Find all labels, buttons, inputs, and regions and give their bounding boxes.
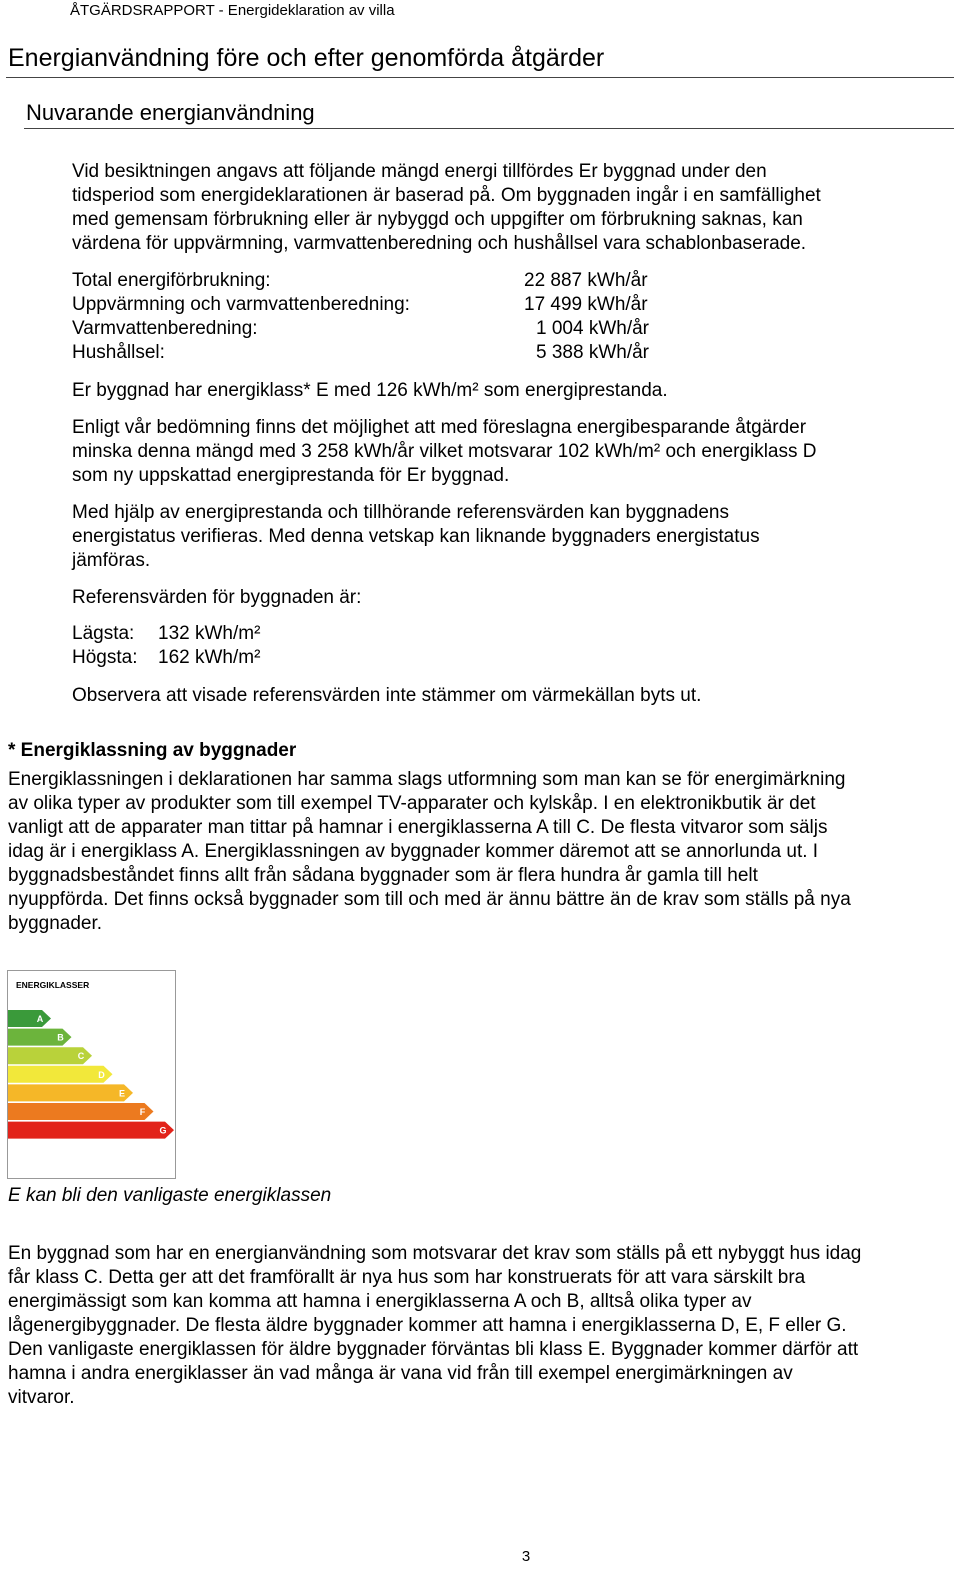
classification-line: idag är i energiklass A. Energiklassningen av byggnader kommer däremot att se annorlunda ut. I	[8, 841, 819, 862]
subsection-title: Nuvarande energianvändning	[26, 100, 315, 125]
energy-class-statement	[72, 379, 942, 403]
legend-caption-text: E kan bli den vanligaste energiklassen	[8, 1185, 332, 1206]
consumption-value: 1 004 kWh/år	[536, 318, 649, 339]
reference-value: 132 kWh/m²	[158, 623, 261, 644]
legend-title: ENERGIKLASSER	[16, 980, 90, 990]
energy-class-letter: D	[98, 1069, 105, 1080]
energy-class-bar-g	[8, 1122, 174, 1139]
energy-class-letter: C	[77, 1051, 85, 1062]
classification-line: byggnader.	[8, 913, 103, 934]
reference-note-line: Observera att visade referensvärden inte stämmer om värmekällan byts ut.	[72, 685, 702, 706]
consumption-label: Hushållsel:	[72, 342, 165, 363]
intro-line: värdena för uppvärmning, varmvattenberedning och hushållsel vara schablonbaserade.	[72, 233, 807, 254]
consumption-value: 17 499 kWh/år	[524, 294, 648, 315]
page-number: 3	[521, 1548, 531, 1565]
classification-line: byggnadsbeståndet finns allt från sådana byggnader som är flera hundra år gamla till helt	[8, 865, 758, 886]
energy-class-letter: A	[36, 1014, 44, 1024]
verification-line: Med hjälp av energiprestanda och tillhörande referensvärden kan byggnadens	[72, 502, 729, 523]
assessment-paragraph	[72, 416, 942, 488]
intro-line: Vid besiktningen angavs att följande mängd energi tillfördes Er byggnad under den	[72, 161, 767, 182]
classification-line: Energiklassningen i deklarationen har samma slags utformning som man kan se för energimärkning	[8, 769, 846, 790]
energy-class-letter: F	[139, 1107, 146, 1117]
conclusion-paragraph	[8, 1242, 952, 1410]
conclusion-line: vitvaror.	[8, 1387, 75, 1408]
legend-arrows	[8, 971, 175, 1178]
reference-label: Högsta:	[72, 647, 138, 668]
energy-class-bar-d	[8, 1066, 113, 1083]
section-title: Energianvändning före och efter genomförda åtgärder	[8, 44, 605, 72]
assessment-line: Enligt vår bedömning finns det möjlighet att med föreslagna energibesparande åtgärder	[72, 417, 807, 438]
conclusion-line: Den vanligaste energiklassen för äldre byggnader förväntas bli klass E. Byggnader kommer därför att	[8, 1339, 859, 1360]
classification-line: nyuppförda. Det finns också byggnader som till och med är ännu bättre än de krav som ställs på nya	[8, 889, 851, 910]
energy-class-letter: E	[118, 1088, 126, 1099]
intro-line: med gemensam förbrukning eller är nybyggd och uppgifter om förbrukning saknas, kan	[72, 209, 803, 230]
subsection-divider	[24, 128, 954, 129]
running-header: ÅTGÄRDSRAPPORT - Energideklaration av villa	[70, 2, 395, 19]
reference-label: Lägsta:	[72, 623, 135, 644]
reference-intro	[72, 586, 942, 610]
section-divider	[6, 77, 954, 78]
classification-heading	[8, 739, 952, 763]
classification-line: vanligt att de apparater man tittar på hamnar i energiklasserna A till C. De flesta vitvaror som säljs	[8, 817, 828, 838]
energy-class-line: Er byggnad har energiklass* E med 126 kWh/m² som energiprestanda.	[72, 380, 668, 401]
conclusion-line: lågenergibyggnader. De flesta äldre byggnader kommer att hamna i energiklasserna D, E, F eller G.	[8, 1315, 847, 1336]
reference-note	[72, 684, 942, 708]
consumption-value: 5 388 kWh/år	[536, 342, 649, 363]
energy-class-bar-e	[8, 1084, 133, 1101]
reference-value: 162 kWh/m²	[158, 647, 261, 668]
assessment-line: som ny uppskattad energiprestanda för Er byggnad.	[72, 465, 510, 486]
classification-line: av olika typer av produkter som till exempel TV-apparater och kylskåp. I en elektronikbutik är det	[8, 793, 816, 814]
verification-paragraph	[72, 501, 942, 573]
legend-caption	[8, 1184, 952, 1208]
conclusion-line: hamna i andra energiklasser än vad många är vana vid från till exempel energimärkningen av	[8, 1363, 793, 1384]
energy-class-letter: B	[57, 1032, 64, 1043]
consumption-label: Total energiförbrukning:	[72, 270, 271, 291]
reference-intro-line: Referensvärden för byggnaden är:	[72, 587, 362, 608]
conclusion-line: En byggnad som har en energianvändning som motsvarar det krav som ställs på ett nybyggt hus idag	[8, 1243, 862, 1264]
classification-heading-text: * Energiklassning av byggnader	[8, 740, 297, 761]
classification-paragraph	[8, 768, 952, 936]
energy-class-legend	[7, 970, 176, 1179]
verification-line: jämföras.	[72, 550, 151, 571]
energy-class-bar-a	[8, 1010, 51, 1027]
conclusion-line: får klass C. Detta ger att det framförallt är nya hus som har konstruerats för att vara särskilt bra	[8, 1267, 806, 1288]
consumption-value: 22 887 kWh/år	[524, 270, 648, 291]
energy-class-letter: G	[159, 1125, 167, 1136]
consumption-label: Uppvärmning och varmvattenberedning:	[72, 294, 410, 315]
energy-class-bar-f	[8, 1103, 154, 1120]
verification-line: energistatus verifieras. Med denna vetskap kan liknande byggnaders energistatus	[72, 526, 760, 547]
intro-paragraph	[72, 160, 942, 256]
intro-line: tidsperiod som energideklarationen är baserad på. Om byggnaden ingår i en samfällighet	[72, 185, 821, 206]
assessment-line: minska denna mängd med 3 258 kWh/år vilket motsvarar 102 kWh/m² och energiklass D	[72, 441, 817, 462]
consumption-label: Varmvattenberedning:	[72, 318, 258, 339]
conclusion-line: energimässigt som kan komma att hamna i energiklasserna A och B, alltså olika typer av	[8, 1291, 752, 1312]
